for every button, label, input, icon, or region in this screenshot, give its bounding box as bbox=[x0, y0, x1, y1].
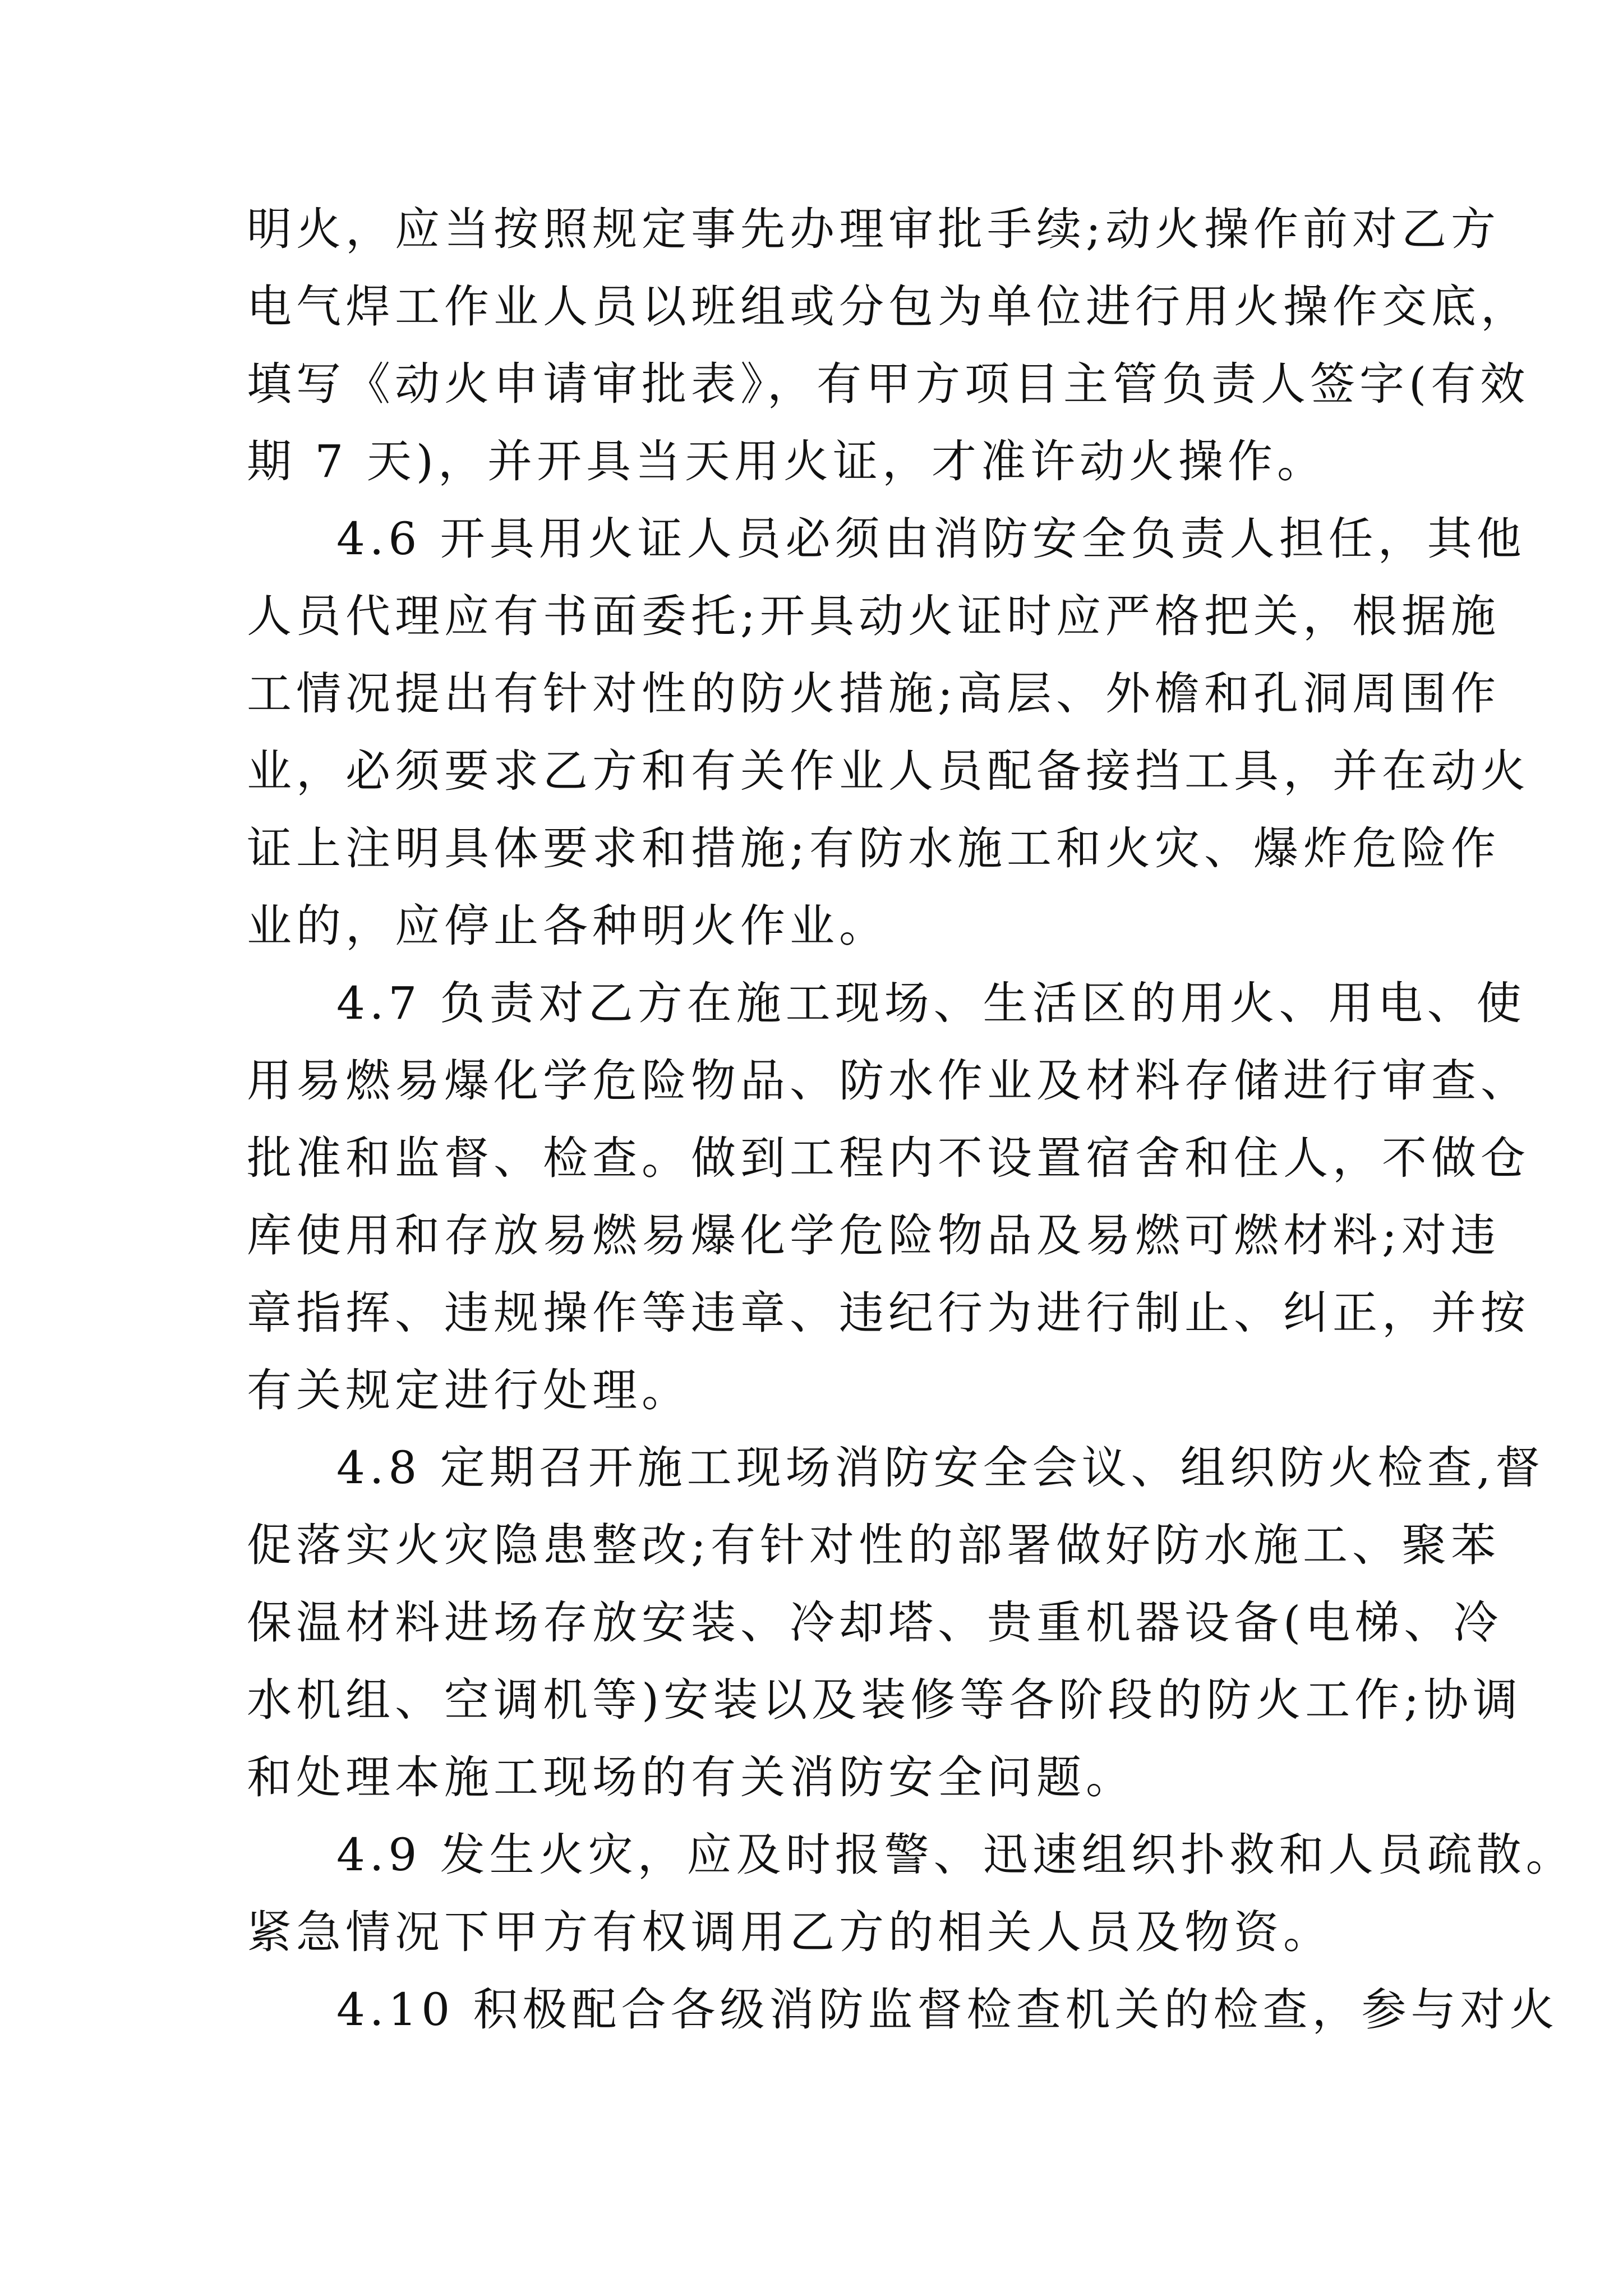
text-line: 水机组、空调机等)安装以及装修等各阶段的防火工作;协调 bbox=[247, 1674, 1523, 1726]
text-line: 库使用和存放易燃易爆化学危险物品及易燃可燃材料;对违 bbox=[247, 1209, 1500, 1262]
text-line: 工情况提出有针对性的防火措施;高层、外檐和孔洞周围作 bbox=[247, 668, 1500, 720]
text-line: 明火，应当按照规定事先办理审批手续;动火操作前对乙方 bbox=[247, 203, 1500, 255]
text-line: 保温材料进场存放安装、冷却塔、贵重机器设备(电梯、冷 bbox=[247, 1596, 1503, 1649]
section-4-10-first-line: 4.10 积极配合各级消防监督检查机关的检查，参与对火 bbox=[336, 1984, 1559, 2036]
section-4-7-first-line: 4.7 负责对乙方在施工现场、生活区的用火、用电、使 bbox=[336, 977, 1526, 1029]
text-line: 填写《动火申请审批表》，有甲方项目主管负责人签字(有效 bbox=[247, 358, 1530, 410]
section-4-9-first-line: 4.9 发生火灾，应及时报警、迅速组织扑救和人员疏散。 bbox=[336, 1829, 1575, 1881]
text-line: 有关规定进行处理。 bbox=[247, 1364, 691, 1416]
text-line: 促落实火灾隐患整改;有针对性的部署做好防水施工、聚苯 bbox=[247, 1519, 1500, 1571]
text-line: 电气焊工作业人员以班组或分包为单位进行用火操作交底， bbox=[247, 280, 1530, 333]
text-line: 和处理本施工现场的有关消防安全问题。 bbox=[247, 1751, 1135, 1803]
text-line: 人员代理应有书面委托;开具动火证时应严格把关，根据施 bbox=[247, 590, 1500, 642]
text-line: 业，必须要求乙方和有关作业人员配备接挡工具，并在动火 bbox=[247, 745, 1530, 797]
text-line: 紧急情况下甲方有权调用乙方的相关人员及物资。 bbox=[247, 1906, 1332, 1958]
section-4-8-first-line: 4.8 定期召开施工现场消防安全会议、组织防火检查,督 bbox=[336, 1442, 1545, 1494]
text-line: 用易燃易爆化学危险物品、防水作业及材料存储进行审查、 bbox=[247, 1055, 1530, 1107]
text-line: 证上注明具体要求和措施;有防水施工和火灾、爆炸危险作 bbox=[247, 822, 1500, 875]
text-line: 章指挥、违规操作等违章、违纪行为进行制止、纠正，并按 bbox=[247, 1287, 1530, 1339]
text-line: 业的，应停止各种明火作业。 bbox=[247, 900, 888, 952]
text-line: 批准和监督、检查。做到工程内不设置宿舍和住人，不做仓 bbox=[247, 1132, 1530, 1184]
document-body bbox=[247, 191, 1575, 2049]
text-line: 期 7 天)，并开具当天用火证，才准许动火操作。 bbox=[247, 435, 1326, 487]
section-4-6-first-line: 4.6 开具用火证人员必须由消防安全负责人担任，其他 bbox=[336, 513, 1526, 565]
